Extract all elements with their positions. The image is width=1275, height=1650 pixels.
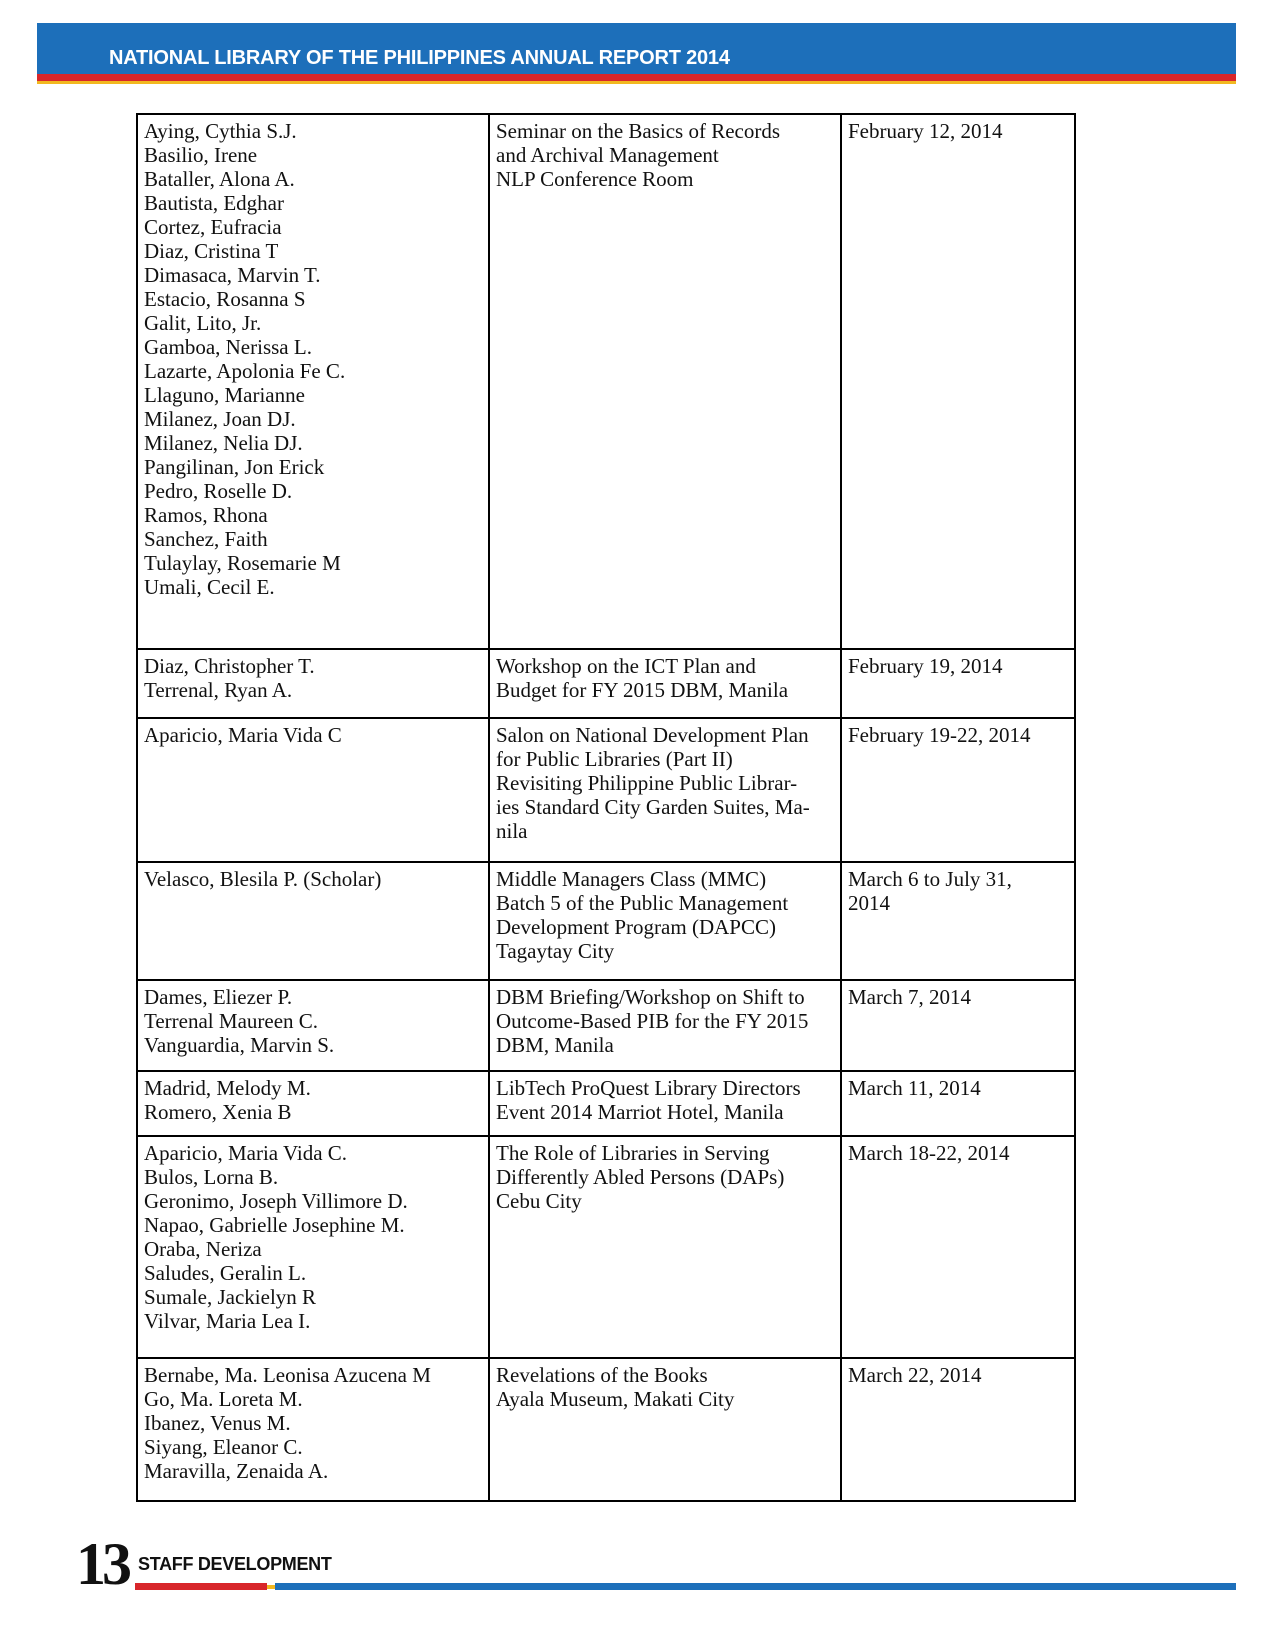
- section-label: STAFF DEVELOPMENT: [138, 1554, 332, 1574]
- attendee-name: Maravilla, Zenaida A.: [144, 1459, 329, 1483]
- date-cell: [841, 1136, 1075, 1358]
- attendee-name: Bernabe, Ma. Leonisa Azucena M: [144, 1363, 431, 1387]
- table-row: [137, 1071, 1075, 1136]
- attendee-name: Siyang, Eleanor C.: [144, 1435, 303, 1459]
- attendee-name: Llaguno, Marianne: [144, 383, 305, 407]
- event-line: Budget for FY 2015 DBM, Manila: [496, 678, 789, 702]
- event-line: Outcome-Based PIB for the FY 2015: [496, 1009, 809, 1033]
- event-cell: [489, 862, 841, 980]
- attendee-name: Ramos, Rhona: [144, 503, 268, 527]
- attendee-name: Lazarte, Apolonia Fe C.: [144, 359, 346, 383]
- event-line: ies Standard City Garden Suites, Ma-: [496, 795, 810, 819]
- attendee-name: Aying, Cythia S.J.: [144, 119, 297, 143]
- event-line: Tagaytay City: [496, 939, 615, 963]
- date-line: March 6 to July 31,: [848, 867, 1012, 891]
- date-cell: [841, 1358, 1075, 1501]
- table-row: [137, 1358, 1075, 1501]
- table-row: [137, 649, 1075, 718]
- event-line: Event 2014 Marriot Hotel, Manila: [496, 1100, 784, 1124]
- staff-development-table: [136, 113, 1076, 1502]
- date-line: 2014: [848, 891, 890, 915]
- header-red-stripe: [37, 74, 1236, 81]
- date-line: February 12, 2014: [848, 119, 1003, 143]
- attendee-name: Sumale, Jackielyn R: [144, 1285, 317, 1309]
- table-row: [137, 862, 1075, 980]
- attendee-name: Gamboa, Nerissa L.: [144, 335, 312, 359]
- table-row: [137, 718, 1075, 862]
- attendees-cell: [137, 1071, 489, 1136]
- attendees-cell: [137, 649, 489, 718]
- attendee-name: Umali, Cecil E.: [144, 575, 275, 599]
- attendee-name: Aparicio, Maria Vida C: [144, 723, 342, 747]
- attendees-cell: [137, 114, 489, 649]
- report-title: NATIONAL LIBRARY OF THE PHILIPPINES ANNUAL REPORT 2014: [109, 47, 730, 69]
- attendee-name: Bataller, Alona A.: [144, 167, 295, 191]
- table-row: [137, 980, 1075, 1071]
- event-cell: [489, 718, 841, 862]
- attendee-name: Madrid, Melody M.: [144, 1076, 311, 1100]
- date-cell: [841, 649, 1075, 718]
- attendee-name: Bulos, Lorna B.: [144, 1165, 279, 1189]
- event-line: Salon on National Development Plan: [496, 723, 809, 747]
- attendee-name: Dimasaca, Marvin T.: [144, 263, 321, 287]
- date-cell: [841, 1071, 1075, 1136]
- event-cell: [489, 1358, 841, 1501]
- table-row: [137, 114, 1075, 649]
- attendee-name: Terrenal Maureen C.: [144, 1009, 319, 1033]
- attendee-name: Geronimo, Joseph Villimore D.: [144, 1189, 408, 1213]
- event-line: Middle Managers Class (MMC): [496, 867, 767, 891]
- footer-blue-stripe: [275, 1583, 1236, 1590]
- attendee-name: Oraba, Neriza: [144, 1237, 262, 1261]
- attendee-name: Estacio, Rosanna S: [144, 287, 306, 311]
- attendee-name: Velasco, Blesila P. (Scholar): [144, 867, 382, 891]
- table-row: [137, 1136, 1075, 1358]
- attendee-name: Galit, Lito, Jr.: [144, 311, 262, 335]
- event-line: DBM, Manila: [496, 1033, 614, 1057]
- event-line: Development Program (DAPCC): [496, 915, 776, 939]
- event-cell: [489, 980, 841, 1071]
- attendee-name: Terrenal, Ryan A.: [144, 678, 293, 702]
- attendee-name: Cortez, Eufracia: [144, 215, 282, 239]
- event-cell: [489, 1071, 841, 1136]
- attendees-cell: [137, 862, 489, 980]
- attendee-name: Basilio, Irene: [144, 143, 258, 167]
- event-line: Differently Abled Persons (DAPs): [496, 1165, 785, 1189]
- date-line: March 18-22, 2014: [848, 1141, 1010, 1165]
- attendee-name: Pedro, Roselle D.: [144, 479, 293, 503]
- event-line: Workshop on the ICT Plan and: [496, 654, 756, 678]
- event-line: The Role of Libraries in Serving: [496, 1141, 770, 1165]
- date-line: March 7, 2014: [848, 985, 972, 1009]
- date-cell: [841, 980, 1075, 1071]
- attendee-name: Tulaylay, Rosemarie M: [144, 551, 341, 575]
- event-line: DBM Briefing/Workshop on Shift to: [496, 985, 805, 1009]
- event-line: Revisiting Philippine Public Librar-: [496, 771, 798, 795]
- event-cell: [489, 649, 841, 718]
- event-line: LibTech ProQuest Library Directors: [496, 1076, 801, 1100]
- header-yellow-stripe: [37, 81, 1236, 84]
- event-line: Ayala Museum, Makati City: [496, 1387, 735, 1411]
- attendee-name: Dames, Eliezer P.: [144, 985, 293, 1009]
- attendees-cell: [137, 718, 489, 862]
- date-line: February 19, 2014: [848, 654, 1003, 678]
- date-cell: [841, 718, 1075, 862]
- footer-red-stripe: [135, 1583, 267, 1590]
- attendee-name: Sanchez, Faith: [144, 527, 268, 551]
- page-number: 13: [76, 1531, 128, 1597]
- attendee-name: Vilvar, Maria Lea I.: [144, 1309, 311, 1333]
- attendee-name: Milanez, Nelia DJ.: [144, 431, 303, 455]
- attendee-name: Vanguardia, Marvin S.: [144, 1033, 335, 1057]
- event-line: Revelations of the Books: [496, 1363, 708, 1387]
- attendee-name: Romero, Xenia B: [144, 1100, 292, 1124]
- date-cell: [841, 114, 1075, 649]
- attendee-name: Ibanez, Venus M.: [144, 1411, 291, 1435]
- event-line: nila: [496, 819, 528, 843]
- event-line: for Public Libraries (Part II): [496, 747, 733, 771]
- date-line: March 11, 2014: [848, 1076, 981, 1100]
- attendee-name: Bautista, Edghar: [144, 191, 284, 215]
- date-line: March 22, 2014: [848, 1363, 982, 1387]
- attendees-cell: [137, 980, 489, 1071]
- footer-yellow-stripe: [267, 1585, 275, 1589]
- date-cell: [841, 862, 1075, 980]
- attendee-name: Napao, Gabrielle Josephine M.: [144, 1213, 405, 1237]
- attendee-name: Diaz, Cristina T: [144, 239, 279, 263]
- event-line: NLP Conference Room: [496, 167, 694, 191]
- event-line: Seminar on the Basics of Records: [496, 119, 781, 143]
- attendee-name: Saludes, Geralin L.: [144, 1261, 307, 1285]
- event-line: Batch 5 of the Public Management: [496, 891, 789, 915]
- event-cell: [489, 1136, 841, 1358]
- event-cell: [489, 114, 841, 649]
- event-line: and Archival Management: [496, 143, 719, 167]
- attendee-name: Aparicio, Maria Vida C.: [144, 1141, 348, 1165]
- attendee-name: Pangilinan, Jon Erick: [144, 455, 325, 479]
- attendee-name: Go, Ma. Loreta M.: [144, 1387, 303, 1411]
- attendees-cell: [137, 1358, 489, 1501]
- attendees-cell: [137, 1136, 489, 1358]
- date-line: February 19-22, 2014: [848, 723, 1031, 747]
- event-line: Cebu City: [496, 1189, 582, 1213]
- attendee-name: Diaz, Christopher T.: [144, 654, 315, 678]
- attendee-name: Milanez, Joan DJ.: [144, 407, 296, 431]
